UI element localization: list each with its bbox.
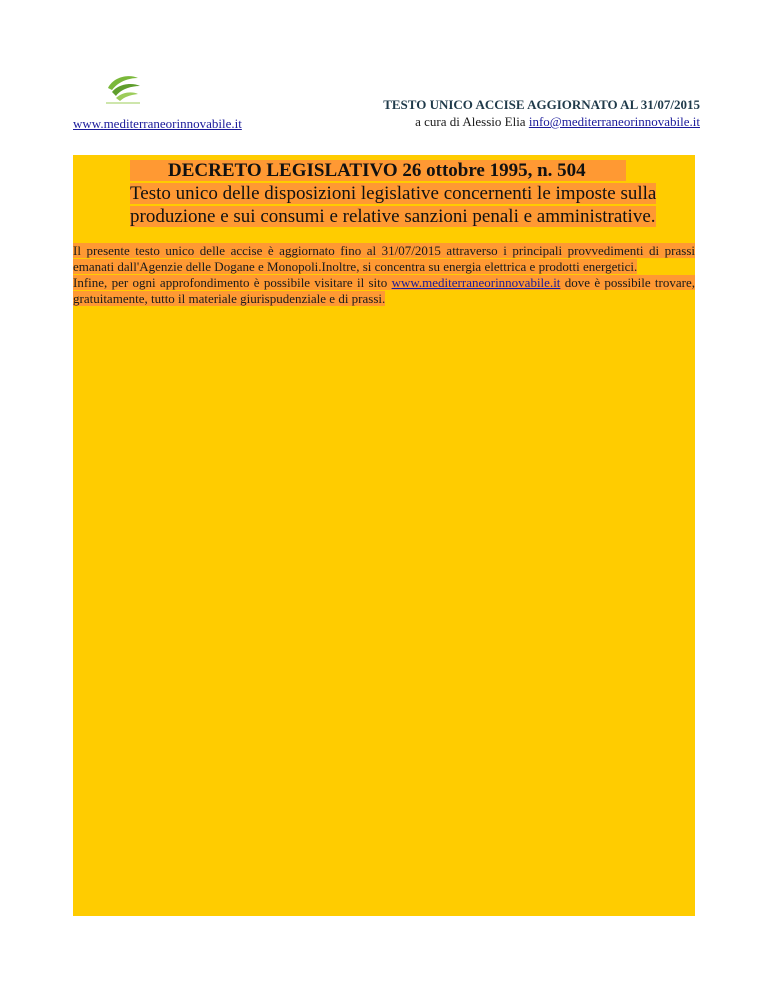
green-leaf-swirl-logo-icon — [104, 74, 142, 104]
intro-text — [73, 243, 695, 307]
author-line — [290, 113, 700, 130]
document-header-title: TESTO UNICO ACCISE AGGIORNATO AL 31/07/2015 — [383, 97, 700, 112]
intro-paragraph-2 — [73, 275, 695, 307]
decree-subtitle: Testo unico delle disposizioni legislative concernenti le imposte sulla produzione e sui consumi e relative sanzioni penali e amministrative. — [130, 183, 657, 227]
decree-heading — [130, 160, 670, 228]
decree-title: DECRETO LEGISLATIVO 26 ottobre 1995, n. 504 — [130, 160, 626, 181]
intro-paragraph-1-text: Il presente testo unico delle accise è aggiornato fino al 31/07/2015 attraverso i principali provvedimenti di prassi emanati dall'Agenzie delle Dogane e Monopoli.Inoltre, si concentra su energia elettrica e prodotti energetici. — [73, 243, 695, 274]
author-email-link[interactable]: info@mediterraneorinnovabile.it — [528, 114, 700, 129]
intro-paragraph-1 — [73, 243, 695, 275]
intro-paragraph-2-end: dove è possibile trovare, gratuitamente, tutto il materiale giurispudenziale e di prassi. — [73, 275, 695, 306]
site-link[interactable]: www.mediterraneorinnovabile.it — [73, 116, 242, 131]
author-prefix: a cura di Alessio Elia — [415, 114, 526, 129]
intro-paragraph-2-start: Infine, per ogni approfondimento è possibile visitare il sito — [73, 275, 388, 290]
header-info — [290, 96, 700, 130]
intro-site-link[interactable]: www.mediterraneorinnovabile.it — [391, 275, 561, 290]
